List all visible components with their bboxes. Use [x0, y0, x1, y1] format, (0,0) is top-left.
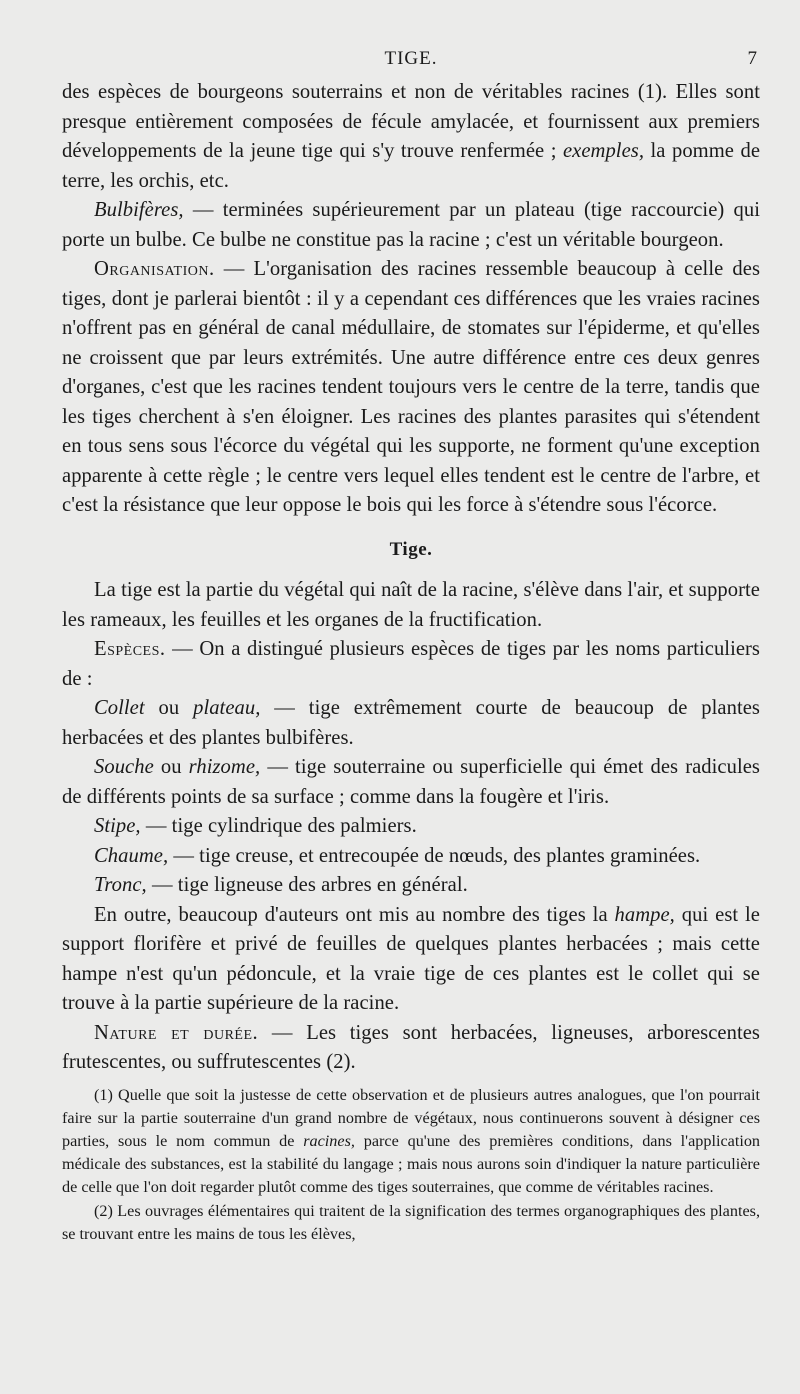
- footnote-text: (1) Quelle que soit la justesse de cette observation et de plusieurs autres analogues, que l'on pourrait faire sur la partie souterraine d'un grand nombre de végétaux, nous continuerons souvent à désigner ces parties, sous le nom commun de: [62, 1085, 760, 1150]
- footnote-text: parce qu'une des premières conditions, dans l'application médicale des substances, est la stabilité du langage ; mais nous aurons soin d'indiquer la nature particulière de celle que l'on doit regarder plutôt comme des tiges souterraines, que comme de véritables racines.: [62, 1131, 761, 1197]
- footnote-text: (2) Les ouvrages élémentaires qui traitent de la signification des termes organographiques des plantes, se trouvant entre les mains de tous les élèves,: [62, 1201, 760, 1243]
- term: plateau,: [193, 697, 261, 719]
- paragraph-heading: Nature et durée.: [94, 1021, 259, 1044]
- term: Collet: [94, 697, 145, 719]
- paragraph: [62, 901, 760, 1019]
- footnote: [62, 1084, 760, 1200]
- term: exemples,: [562, 140, 645, 162]
- body-text: [62, 78, 760, 1078]
- paragraph-text: — tige souterraine ou superficielle qui émet des radicules de différents points de sa surface ; comme dans la fougère et l'iris.: [62, 756, 760, 808]
- footnote: [62, 1200, 760, 1246]
- connector: ou: [158, 697, 180, 719]
- paragraph-text: — terminées supérieurement par un plateau (tige raccourcie) qui porte un bulbe. Ce bulbe ne constitue pas la racine ; c'est un véritable bourgeon.: [62, 199, 760, 251]
- paragraph: [62, 694, 760, 753]
- term: rhizome,: [188, 756, 261, 778]
- page-number: 7: [747, 48, 758, 69]
- paragraph-text: En outre, beaucoup d'auteurs ont mis au nombre des tiges la: [94, 903, 608, 926]
- paragraph: [62, 812, 760, 842]
- paragraph-text: — tige ligneuse des arbres en général.: [151, 874, 468, 896]
- term: racines,: [303, 1131, 355, 1150]
- term: hampe,: [614, 903, 675, 926]
- paragraph-text: des espèces de bourgeons souterrains et non de véritables racines (1). Elles sont presque entièrement composées de fécule amylacée, et fournissent aux premiers développements de la jeune tige qui s'y trouve renfermée ;: [62, 81, 760, 162]
- running-title: TIGE.: [384, 48, 438, 69]
- paragraph-text: qui est le support florifère et privé de feuilles de quelques plantes herbacées ; mais cette hampe n'est qu'un pédoncule, et la vraie tige de ces plantes est le collet qui se trouve à la partie supérieure de la racine.: [62, 903, 761, 1014]
- paragraph-text: — tige creuse, et entrecoupée de nœuds, des plantes graminées.: [173, 844, 701, 867]
- paragraph-heading: Espèces.: [94, 638, 166, 660]
- paragraph: [62, 635, 760, 694]
- term: Stipe,: [94, 815, 141, 837]
- paragraph-heading: Organisation.: [94, 258, 215, 280]
- paragraph: [62, 842, 760, 872]
- term: Chaume,: [94, 844, 169, 867]
- paragraph-text: — tige cylindrique des palmiers.: [145, 815, 417, 837]
- paragraph: [62, 576, 760, 635]
- paragraph-text: — tige extrêmement courte de beaucoup de plantes herbacées et des plantes bulbifères.: [62, 697, 760, 749]
- paragraph: [62, 196, 760, 255]
- paragraph: [62, 1019, 760, 1078]
- term: Tronc,: [94, 874, 147, 896]
- paragraph-text: — On a distingué plusieurs espèces de tiges par les noms particuliers de :: [62, 638, 760, 690]
- paragraph-text: la pomme de terre, les orchis, etc.: [62, 140, 761, 192]
- paragraph: [62, 753, 760, 812]
- paragraph-text: La tige est la partie du végétal qui naît de la racine, s'élève dans l'air, et supporte les rameaux, les feuilles et les organes de la fructification.: [62, 579, 760, 631]
- footnotes: [62, 1084, 760, 1246]
- connector: ou: [160, 756, 182, 778]
- term: Bulbifères,: [94, 199, 184, 221]
- running-head: [62, 44, 760, 78]
- paragraph-text: — Les tiges sont herbacées, ligneuses, arborescentes frutescentes, ou suffrutescentes (2).: [62, 1021, 760, 1073]
- paragraph: [62, 78, 760, 196]
- term: Souche: [94, 756, 154, 778]
- section-title: Tige.: [389, 538, 433, 560]
- paragraph: [62, 871, 760, 901]
- paragraph: [62, 255, 760, 521]
- paragraph-text: — L'organisation des racines ressemble beaucoup à celle des tiges, dont je parlerai bientôt : il y a cependant ces différences que les vraies racines n'offrent pas en général de canal médullaire, de stomates sur l'épiderme, et qu'elles ne croissent que par leurs extrémités. Une autre différence entre ces deux genres d'organes, c'est que les racines tendent toujours vers le centre de la terre, tandis que les tiges cherchent à s'en éloigner. Les racines des plantes parasites qui s'étendent en tous sens sous l'écorce du végétal qui les supporte, ne forment qu'une exception apparente à cette règle ; le centre vers lequel elles tendent est le centre de l'arbre, et c'est la résistance que leur oppose le bois qui les force à s'étendre sous l'écorce.: [62, 258, 761, 516]
